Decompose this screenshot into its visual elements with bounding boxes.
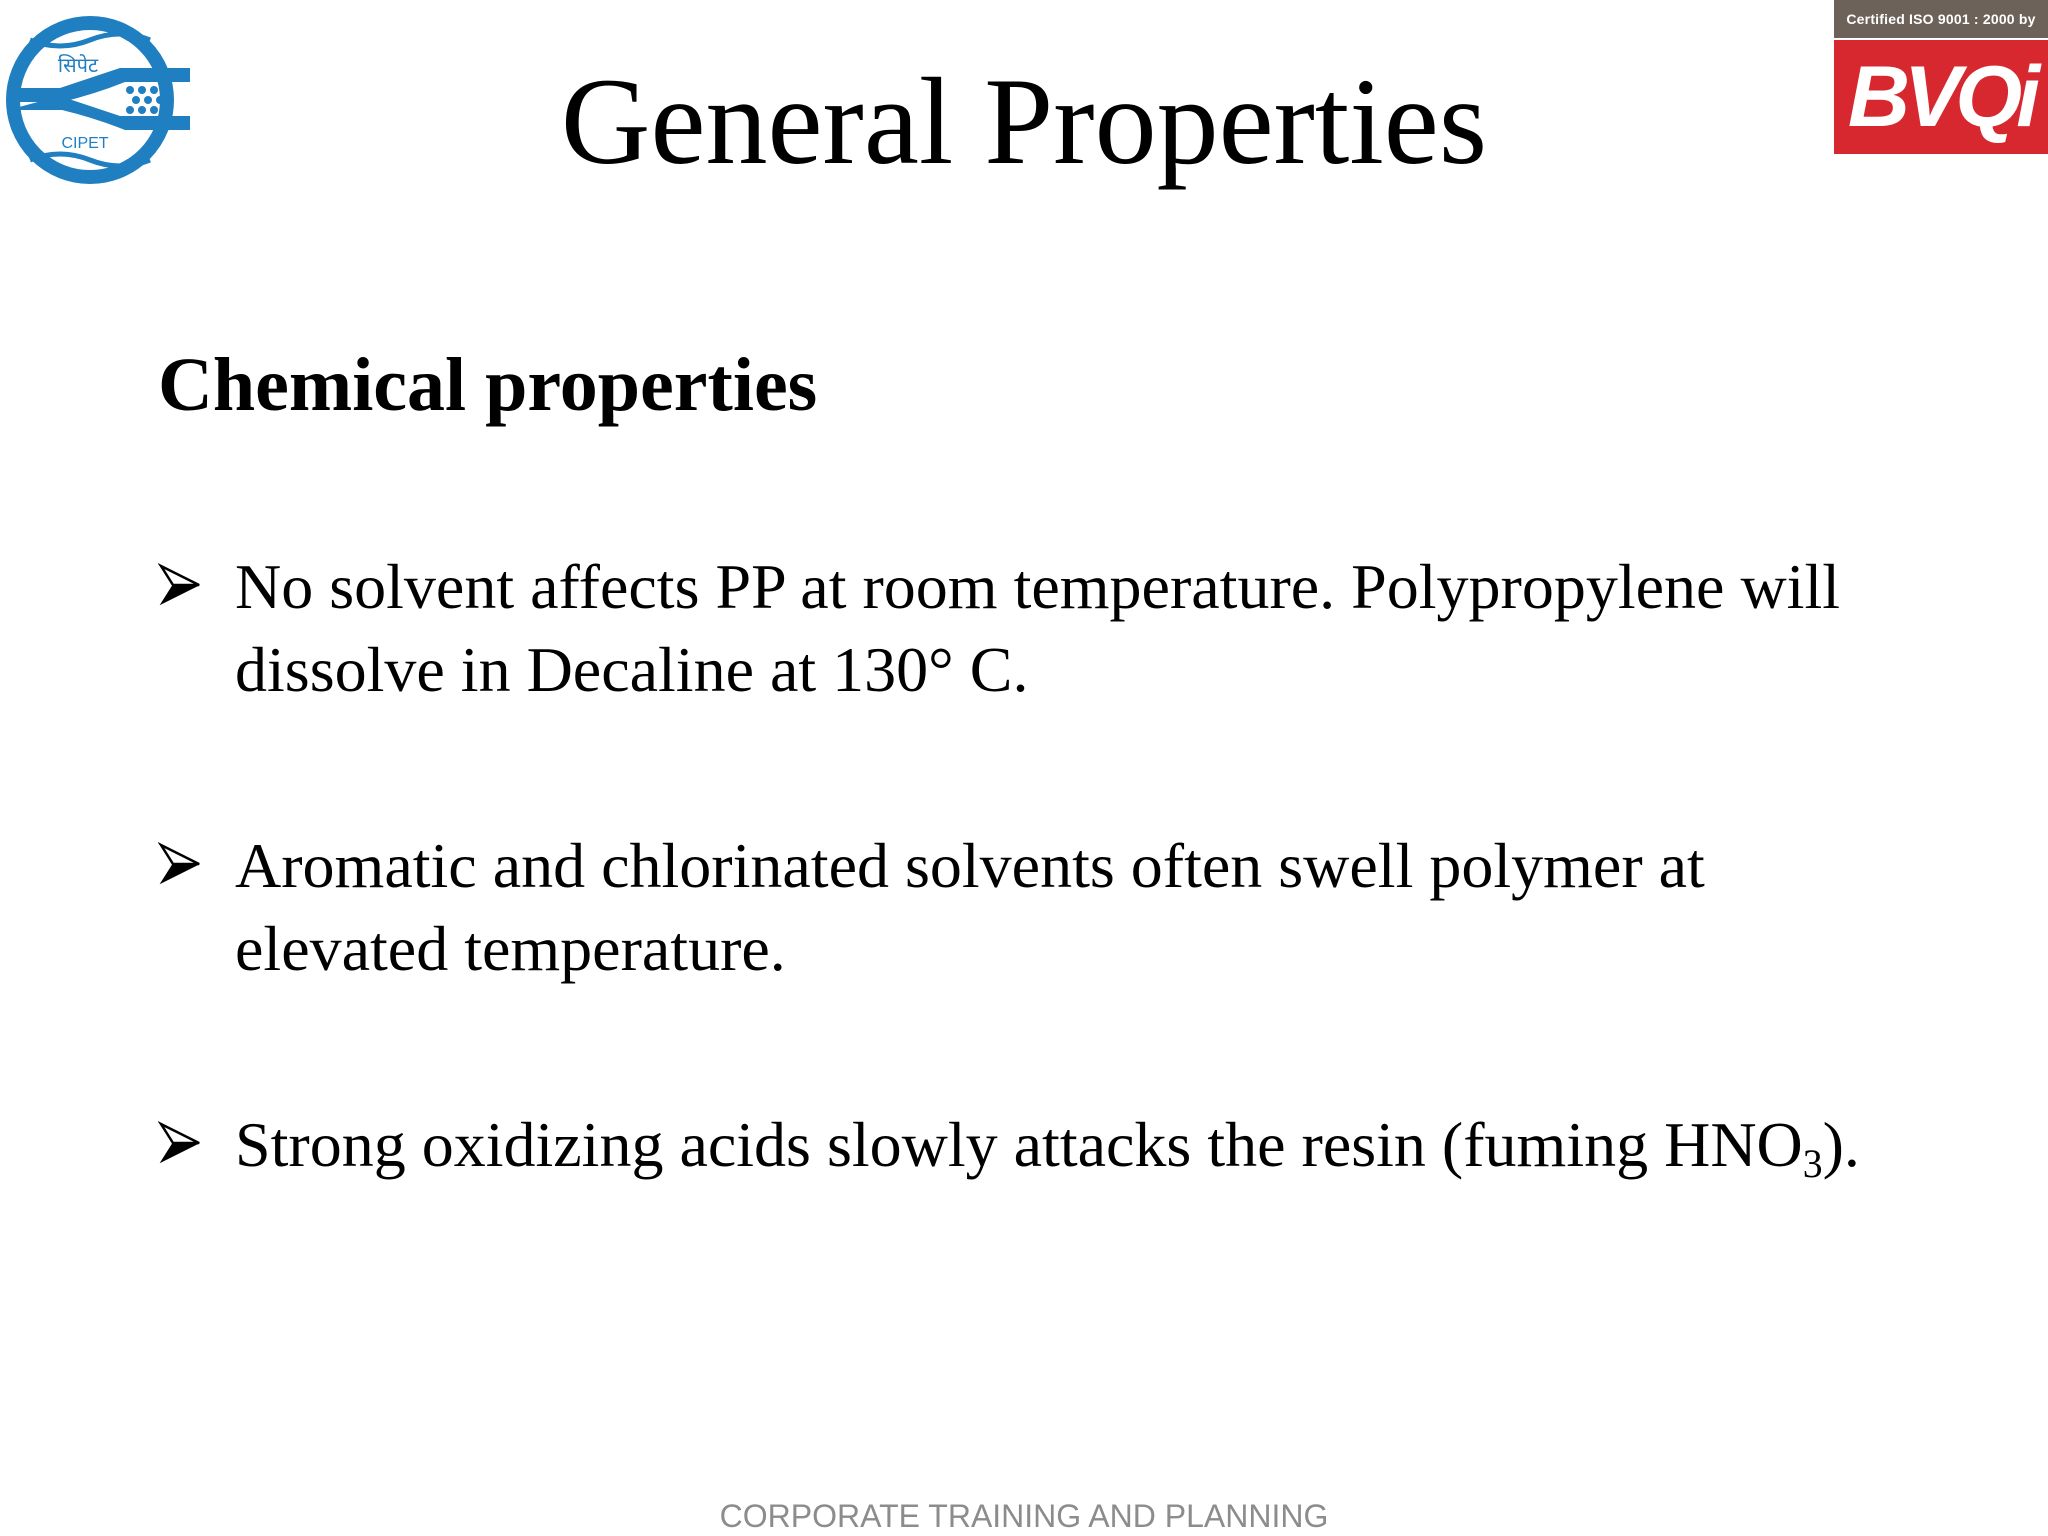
certification-text: Certified ISO 9001 : 2000 by bbox=[1834, 0, 2048, 38]
bullet-item bbox=[158, 1103, 1893, 1186]
subscript-text: 3 bbox=[1802, 1142, 1823, 1187]
bvqi-brand: BVQi bbox=[1834, 40, 2048, 154]
arrow-bullet-icon bbox=[158, 842, 202, 886]
bullet-item bbox=[158, 545, 1893, 711]
bullet-text: Strong oxidizing acids slowly attacks the resin (fuming HNO bbox=[235, 1109, 1803, 1180]
bullet-text: No solvent affects PP at room temperature. Polypropylene will dissolve in Decaline at 130° C. bbox=[235, 551, 1840, 705]
page-title: General Properties bbox=[560, 53, 1488, 190]
bullet-item bbox=[158, 824, 1893, 990]
arrow-bullet-icon bbox=[158, 563, 202, 607]
arrow-bullet-icon bbox=[158, 1121, 202, 1165]
bullet-text: Aromatic and chlorinated solvents often swell polymer at elevated temperature. bbox=[235, 830, 1705, 984]
footer-text: CORPORATE TRAINING AND PLANNING bbox=[719, 1498, 1329, 1534]
section-heading: Chemical properties bbox=[158, 343, 818, 427]
bullet-list bbox=[158, 545, 1893, 1186]
svg-text:सिपेट: सिपेट bbox=[57, 53, 99, 77]
bullet-text-end: ). bbox=[1822, 1109, 1860, 1180]
svg-text:CIPET: CIPET bbox=[61, 135, 109, 152]
